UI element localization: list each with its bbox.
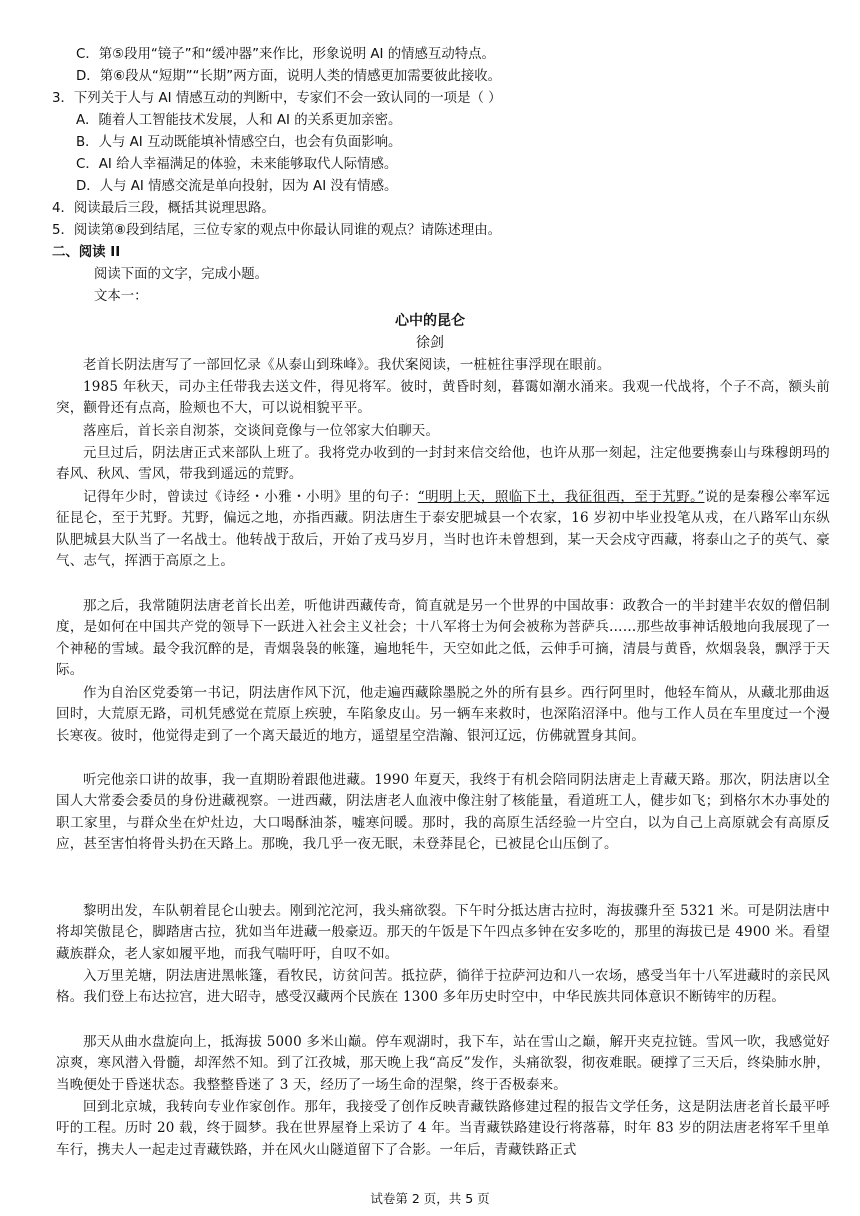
option-c-prev: C．第⑤段用“镜子”和“缓冲器”来作比，形象说明 AI 的情感互动特点。 bbox=[76, 47, 495, 62]
q3-option-d: D．人与 AI 情感交流是单向投射，因为 AI 没有情感。 bbox=[76, 179, 398, 194]
section-instruction: 阅读下面的文字，完成小题。 bbox=[94, 267, 269, 282]
paragraph-5 bbox=[56, 487, 830, 573]
paragraph-2: 1985 年秋天，司办主任带我去送文件，得见将军。彼时，黄昏时刻，暮霭如潮水涌来。我观一代战将，个子不高，额头前突，颧骨还有点高，脸颊也不大，可以说相貌平平。 bbox=[56, 379, 830, 417]
question-3-stem: 3．下列关于人与 AI 情感互动的判断中，专家们不会一致认同的一项是（ ） bbox=[52, 91, 502, 106]
paragraph-4: 元旦过后，阴法唐正式来部队上班了。我将党办收到的一封封来信交给他，也许从那一刻起，注定他要携泰山与珠穆朗玛的春风、秋风、雪风，带我到遥远的荒野。 bbox=[56, 445, 830, 483]
paragraph-11: 那天从曲水盘旋向上，抵海拔 5000 多米山巅。停车观湖时，我下车，站在雪山之巅，解开夹克拉链。雪风一吹，我感觉好凉爽，寒风潜入骨髓，却浑然不知。到了江孜城，那天晚上我“高反”发作，头痛欲裂，彻夜难眠。硬撑了三天后，终染肺水肿，当晚便处于昏迷状态。我整整昏迷了 3 天，经历了一场生命的涅槃，终于否极泰来。 bbox=[56, 1034, 830, 1093]
paragraph-10: 入万里羌塘，阴法唐进黑帐篷，看牧民，访贫问苦。抵拉萨，徜徉于拉萨河边和八一农场，感受当年十八军进藏时的亲民风格。我们登上布达拉宫，进大昭寺，感受汉藏两个民族在 1300 多年历史时空中，中华民族共同体意识不断铸牢的历程。 bbox=[56, 968, 830, 1006]
paragraph-1: 老首长阴法唐写了一部回忆录《从泰山到珠峰》。我伏案阅读，一桩桩往事浮现在眼前。 bbox=[83, 357, 611, 373]
q3-option-b: B．人与 AI 互动既能填补情感空白，也会有负面影响。 bbox=[76, 135, 402, 150]
paragraph-9: 黎明出发，车队朝着昆仑山驶去。刚到沱沱河，我头痛欲裂。下午时分抵达唐古拉时，海拔骤升至 5321 米。可是阴法唐中将却笑傲昆仑，脚踏唐古拉，犹如当年进藏一般豪迈。那天的午饭是下午四点多钟在安多吃的，那里的海拔已是 4900 米。看望藏族群众，老人家如履平地，而我气喘吁吁，自叹不如。 bbox=[56, 903, 830, 962]
paragraph-5-lead: 记得年少时，曾读过《诗经・小雅・小明》里的句子： bbox=[83, 489, 418, 505]
question-5: 5．阅读第⑧段到结尾，三位专家的观点中你最认同谁的观点？请陈述理由。 bbox=[52, 223, 502, 238]
page-footer: 试卷第 2 页，共 5 页 bbox=[370, 1191, 490, 1206]
poem-quote: “明明上天，照临下土，我征徂西，至于艽野。” bbox=[417, 489, 705, 505]
paragraph-12: 回到北京城，我转向专业作家创作。那年，我接受了创作反映青藏铁路修建过程的报告文学任务，这是阴法唐老首长最平呼吁的工程。历时 20 载，终于圆梦。我在世界屋脊上采访了 4 年。当青藏铁路建设行将落幕，时年 83 岁的阴法唐老将军千里单车行，携夫人一起走过青藏铁路，并在风火山隧道留下了合影。一年后，青藏铁路正式 bbox=[56, 1099, 830, 1158]
paragraph-8: 听完他亲口讲的故事，我一直期盼着跟他进藏。1990 年夏天，我终于有机会陪同阴法唐走上青藏天路。那次，阴法唐以全国人大常委会委员的身份进藏视察。一进西藏，阴法唐老人血液中像注射了核能量，看道班工人，健步如飞；到格尔木办事处的职工家里，与群众坐在炉灶边，大口喝酥油茶，嘘寒问暖。那时，我的高原生活经验一片空白，以为自己上高原就会有高原反应，甚至害怕将骨头扔在天路上。那晚，我几乎一夜无眠，未登莽昆仑，已被昆仑山压倒了。 bbox=[56, 772, 830, 853]
option-d-prev: D．第⑥段从“短期”“长期”两方面，说明人类的情感更加需要彼此接收。 bbox=[76, 69, 501, 84]
section-heading: 二、阅读 II bbox=[52, 245, 121, 260]
article-author: 徐剑 bbox=[416, 335, 444, 351]
q3-option-a: A．随着人工智能技术发展，人和 AI 的关系更加亲密。 bbox=[76, 113, 402, 128]
paragraph-6: 那之后，我常随阴法唐老首长出差，听他讲西藏传奇，简直就是另一个世界的中国故事：政教合一的半封建半农奴的僧侣制度，是如何在中国共产党的领导下一跃进入社会主义社会；十八军将士为何会被称为菩萨兵……那些故事神话般地向我展现了一个神秘的雪域。最令我沉醉的是，青烟袅袅的帐篷，遍地牦牛，天空如此之低，云伸手可摘，清晨与黄昏，炊烟袅袅，飘浮于天际。 bbox=[56, 598, 830, 679]
article-title: 心中的昆仑 bbox=[395, 313, 465, 329]
paragraph-7: 作为自治区党委第一书记，阴法唐作风下沉，他走遍西藏除墨脱之外的所有县乡。西行阿里时，他轻车简从，从藏北那曲返回时，大荒原无路，司机凭感觉在荒原上疾驶，车陷象皮山。另一辆车来救时，也深陷沼泽中。他与工作人员在车里度过一个漫长寒夜。彼时，他觉得走到了一个离天最近的地方，遥望星空浩瀚、银河辽远，仿佛就置身其间。 bbox=[56, 685, 830, 744]
paragraph-5-rest: 说的是秦穆公率军远征昆仑，至于艽野。艽野，偏远之地，亦指西藏。阴法唐生于泰安肥城县一个农家，16 岁初中毕业投笔从戎，在八路军山东纵队肥城县大队当了一名战士。他转战于敌后，开始了戎马岁月，当时也许未曾想到，某一天会戍守西藏，将泰山之子的英气、豪气、志气，挥洒于高原之上。 bbox=[56, 489, 830, 570]
question-4: 4．阅读最后三段，概括其说理思路。 bbox=[52, 201, 275, 216]
q3-option-c: C．AI 给人幸福满足的体验，未来能够取代人际情感。 bbox=[76, 157, 398, 172]
paragraph-3: 落座后，首长亲自沏茶，交谈间竟像与一位邻家大伯聊天。 bbox=[83, 423, 440, 439]
text-label: 文本一： bbox=[94, 289, 148, 304]
